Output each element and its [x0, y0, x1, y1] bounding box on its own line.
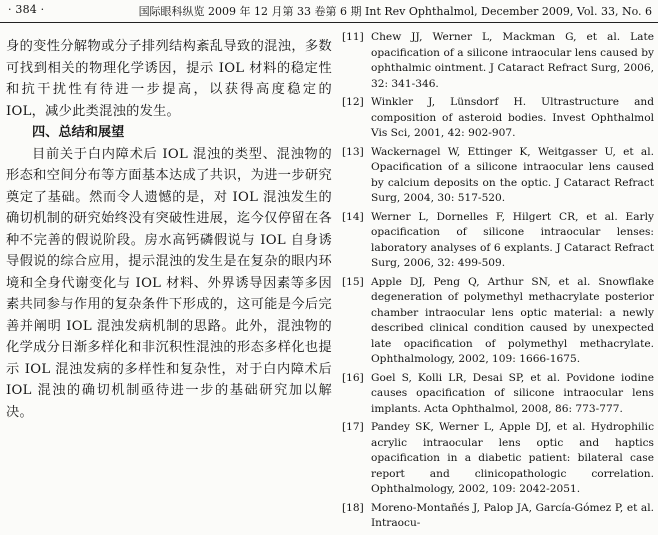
paragraph-summary: 目前关于白内障术后 IOL 混浊的类型、混浊物的形态和空间分布等方面基本达成了共识，为进一步研究奠定了基础。然而令人遗憾的是，对 IOL 混浊发生的确切机制的研究始终没有突破性进展，迄今仅停留在各种不完善的假说阶段。房水高钙磷假说与 IOL 自身诱导假说的综合应用，提示混浊的发生是在复杂的眼内环境和全身代谢变化与 IOL 材料、外界诱导因素等多因素共同参与作用的复杂条件下形成的，这可能是今后完善并阐明 IOL 混浊发病机制的思路。此外，混浊物的化学成分日渐多样化和非沉积性混浊的形态多样化也提示 IOL 混浊发病的多样性和复杂性，对于白内障术后 IOL 混浊的确切机制亟待进一步的基础研究加以解决。: [6, 146, 332, 420]
reference-number: [15]: [342, 275, 364, 288]
reference-list: [342, 30, 654, 535]
reference-text: Goel S, Kolli LR, Desai SP, et al. Povidone iodine causes opacification of silicone intraocular lens implants. Acta Ophthalmol, 2008, 86: 773-777.: [371, 371, 654, 415]
reference-text: Moreno-Montañés J, Palop JA, García-Gómez P, et al. Intraocu-: [371, 501, 654, 529]
reference-item: [342, 275, 654, 368]
reference-item: [342, 30, 654, 92]
reference-number: [11]: [342, 31, 364, 43]
reference-number: [14]: [342, 210, 364, 223]
reference-item: [342, 501, 654, 532]
reference-item: [342, 145, 654, 207]
section-heading: 四、总结和展望: [32, 125, 125, 140]
reference-text: Apple DJ, Peng Q, Arthur SN, et al. Snowflake degeneration of polymethyl methacrylate posterior chamber intraocular lens optic material: a newly described clinical condition caused by unexpected late opacification of polymethyl methacrylate. Ophthalmology, 2002, 109: 1666-1675.: [371, 275, 654, 365]
reference-text: Werner L, Dornelles F, Hilgert CR, et al. Early opacification of silicone intraocular lenses: laboratory analyses of 6 explants. J Cataract Refract Surg, 2006, 32: 499-509.: [371, 210, 654, 269]
reference-text: Winkler J, Lünsdorf H. Ultrastructure and composition of asteroid bodies. Invest Ophthalmol Vis Sci, 2001, 42: 902-907.: [371, 96, 654, 139]
reference-item: [342, 210, 654, 272]
reference-number: [16]: [342, 371, 364, 384]
reference-item: [342, 371, 654, 418]
reference-text: Pandey SK, Werner L, Apple DJ, et al. Hydrophilic acrylic intraocular lens optic and haptics opacification in a diabetic patient: bilateral case report and clinicopathologic correlation. Ophthalmology, 2002, 109: 2042-2051.: [371, 421, 654, 495]
body-text-column: [6, 36, 332, 423]
reference-item: [342, 95, 654, 142]
page-number: · 384 ·: [8, 3, 45, 16]
reference-number: [18]: [342, 501, 364, 514]
journal-citation-line: 国际眼科纵览 2009 年 12 月第 33 卷第 6 期 Int Rev Ophthalmol, December 2009, Vol. 33, No. 6: [138, 5, 652, 18]
reference-item: [342, 420, 654, 498]
reference-number: [12]: [342, 96, 364, 108]
reference-number: [17]: [342, 421, 364, 433]
reference-text: Wackernagel W, Ettinger K, Weitgasser U, et al. Opacification of a silicone intraocular lens caused by calcium deposits on the optic. J Cataract Refract Surg, 2004, 30: 517-520.: [371, 145, 654, 204]
reference-text: Chew JJ, Werner L, Mackman G, et al. Late opacification of a silicone intraocular lens caused by ophthalmic ointment. J Cataract Refract Surg, 2006, 32: 341-346.: [371, 31, 654, 90]
reference-number: [13]: [342, 145, 364, 158]
running-header: [0, 0, 658, 23]
paragraph-continued: 身的变性分解物或分子排列结构紊乱导致的混浊，多数可找到相关的物理化学诱因，提示 IOL 材料的稳定性和抗干扰性有待进一步提高，以获得高度稳定的 IOL，减少此类混浊的发生。: [6, 39, 332, 119]
